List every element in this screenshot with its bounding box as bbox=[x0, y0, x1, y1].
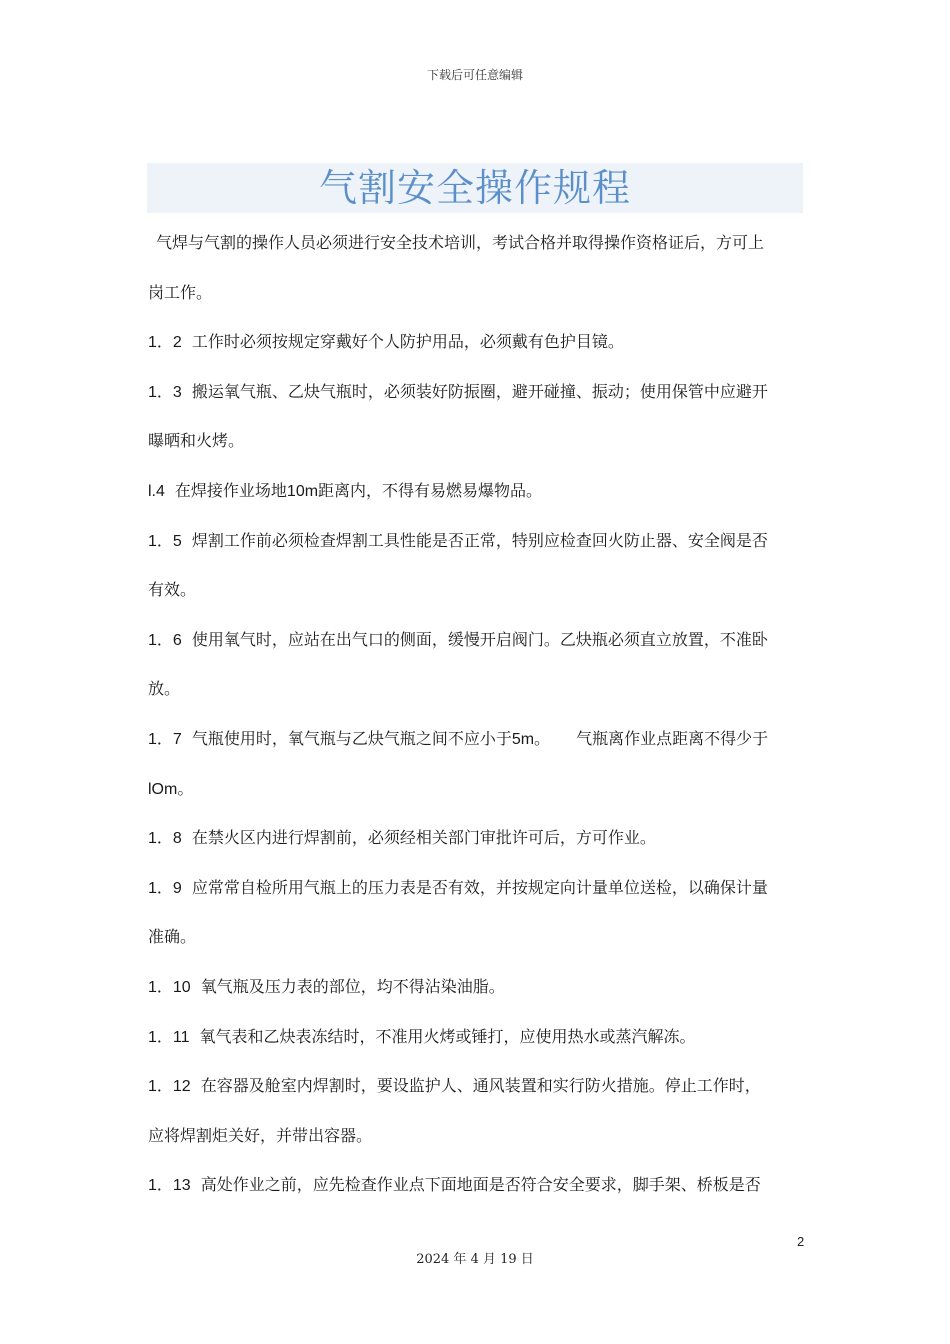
paragraph-1-12 bbox=[148, 1061, 803, 1111]
paragraph-1-10 bbox=[148, 962, 803, 1012]
item-value: lOm bbox=[148, 780, 178, 798]
item-number: 1．11 bbox=[148, 1028, 190, 1046]
paragraph-1-3-cont: 曝晒和火烤。 bbox=[148, 431, 245, 451]
paragraph-1-7 bbox=[148, 714, 803, 764]
item-number: 1．12 bbox=[148, 1078, 191, 1096]
item-text-post: 距离内，不得有易燃易爆物品。 bbox=[318, 480, 543, 500]
paragraph-1-3 bbox=[148, 367, 803, 417]
item-text-pre: 气瓶使用时，氧气瓶与乙炔气瓶之间不应小于 bbox=[191, 728, 512, 748]
item-value: 5m。 bbox=[511, 730, 551, 748]
item-number: 1．13 bbox=[148, 1177, 191, 1195]
item-number: l.4 bbox=[148, 482, 165, 500]
item-text: 在禁火区内进行焊割前，必须经相关部门审批许可后，方可作业。 bbox=[191, 828, 656, 848]
paragraph-1-4 bbox=[148, 466, 803, 516]
item-number: 1．9 bbox=[148, 879, 182, 897]
item-text: 在容器及舱室内焊割时，要设监护人、通风装置和实行防火措施。停止工作时， bbox=[200, 1076, 761, 1096]
paragraph-1-13 bbox=[148, 1160, 803, 1210]
item-number: 1．2 bbox=[148, 334, 182, 352]
paragraph-1-2 bbox=[148, 317, 803, 367]
item-number: 1．7 bbox=[148, 730, 182, 748]
item-text: 焊割工作前必须检查焊割工具性能是否正常，特别应检查回火防止器、安全阀是否 bbox=[191, 530, 768, 550]
item-number: 1．8 bbox=[148, 830, 182, 848]
item-value: 10m bbox=[286, 482, 319, 500]
paragraph-1-5 bbox=[148, 516, 803, 566]
item-number: 1．5 bbox=[148, 532, 182, 550]
paragraph-intro-line-1: 气焊与气割的操作人员必须进行安全技术培训，考试合格并取得操作资格证后，方可上 bbox=[156, 233, 765, 252]
item-text: 应常常自检所用气瓶上的压力表是否有效，并按规定向计量单位送检，以确保计量 bbox=[191, 877, 768, 897]
item-text: 搬运氧气瓶、乙炔气瓶时，必须装好防振圈，避开碰撞、振动；使用保管中应避开 bbox=[191, 381, 768, 401]
item-text-post: 气瓶离作业点距离不得少于 bbox=[576, 728, 769, 748]
paragraph-1-11 bbox=[148, 1012, 803, 1062]
paragraph-1-7-cont bbox=[148, 764, 803, 814]
paragraph-1-6 bbox=[148, 615, 803, 665]
item-number: 1．6 bbox=[148, 631, 182, 649]
paragraph-1-9 bbox=[148, 863, 803, 913]
paragraph-intro-line-2: 岗工作。 bbox=[148, 282, 213, 302]
item-text: 使用氧气时，应站在出气口的侧面，缓慢开启阀门。乙炔瓶必须直立放置，不准卧 bbox=[191, 629, 768, 649]
item-text: 高处作业之前，应先检查作业点下面地面是否符合安全要求，脚手架、桥板是否 bbox=[200, 1175, 761, 1195]
item-number: 1．3 bbox=[148, 383, 182, 401]
page-header-note: 下载后可任意编辑 bbox=[426, 68, 523, 82]
paragraph-1-8 bbox=[148, 813, 803, 863]
paragraph-1-12-cont: 应将焊割炬关好，并带出容器。 bbox=[148, 1125, 373, 1145]
page-number: 2 bbox=[797, 1234, 805, 1249]
paragraph-1-6-cont: 放。 bbox=[148, 679, 181, 699]
item-text: 氧气表和乙炔表冻结时，不准用火烤或锤打，应使用热水或蒸汽解冻。 bbox=[199, 1026, 696, 1046]
item-text: 工作时必须按规定穿戴好个人防护用品，必须戴有色护目镜。 bbox=[191, 332, 624, 352]
footer-date: 2024 年 4 月 19 日 bbox=[416, 1252, 534, 1267]
item-text-post: 。 bbox=[177, 778, 194, 798]
item-text: 氧气瓶及压力表的部位，均不得沾染油脂。 bbox=[200, 976, 505, 996]
document-body bbox=[148, 218, 803, 1210]
paragraph-1-9-cont: 准确。 bbox=[148, 927, 197, 947]
title-band bbox=[147, 163, 803, 213]
item-text-pre: 在焊接作业场地 bbox=[174, 480, 287, 500]
paragraph-1-5-cont: 有效。 bbox=[148, 580, 197, 600]
document-title: 气割安全操作规程 bbox=[318, 166, 631, 210]
item-number: 1．10 bbox=[148, 978, 191, 996]
